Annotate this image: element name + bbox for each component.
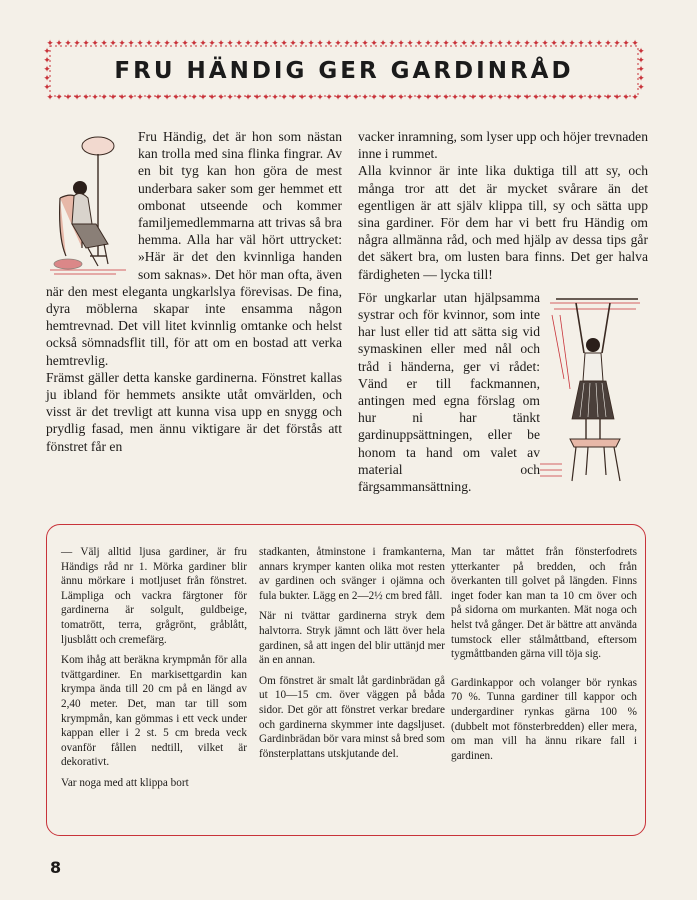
intro-paragraph: Fru Händig, det är hon som nästan kan trolla med sina flinka fingrar. Av en bit tyg kan hon göra de mest underbara saker som ger hemmet ett ombonat utseende och kommer familjemedlemmarna att trivas så bra hemma. Alla har väl hört uttrycket: »Här är det den kvinnliga handen som saknas». Det hör man ofta, även när den mest eleganta ungkarlslya förevisas. De fina, dyra möblerna skapar inte ensamma någon hemtrevnad. Det vill litet kvinnlig omtanke och helst också sömnadsflit till, för att om en bostad att verka hemtrevlig. — [46, 129, 342, 368]
border-star-icon: ✦ — [424, 93, 432, 103]
intro-paragraph: vacker inramning, som lyser upp och höjer trevnaden inne i rummet. — [358, 129, 648, 162]
border-star-icon: ✦ — [523, 93, 531, 103]
border-star-icon: ✦ — [46, 39, 54, 49]
border-star-icon: ✦ — [586, 39, 594, 49]
border-star-icon: ✦ — [352, 39, 360, 49]
border-star-icon: ✦ — [298, 39, 306, 49]
border-star-icon: ✦ — [370, 93, 378, 103]
border-star-icon: ✦ — [43, 56, 51, 66]
border-star-icon: ✦ — [637, 56, 645, 66]
border-star-icon: ✦ — [397, 93, 405, 103]
border-star-icon: ✦ — [433, 93, 441, 103]
border-star-icon: ✦ — [451, 39, 459, 49]
border-star-icon: ✦ — [622, 93, 630, 103]
border-star-icon: ✦ — [469, 39, 477, 49]
border-star-icon: ✦ — [289, 39, 297, 49]
border-star-icon: ✦ — [505, 93, 513, 103]
border-star-icon: ✦ — [226, 93, 234, 103]
border-star-icon: ✦ — [145, 93, 153, 103]
border-star-icon: ✦ — [541, 93, 549, 103]
border-star-icon: ✦ — [154, 93, 162, 103]
border-star-icon: ✦ — [172, 39, 180, 49]
border-star-icon: ✦ — [190, 93, 198, 103]
border-star-icon: ✦ — [637, 47, 645, 57]
border-star-icon: ✦ — [43, 47, 51, 57]
border-star-icon: ✦ — [388, 93, 396, 103]
border-star-icon: ✦ — [631, 39, 639, 49]
border-star-icon: ✦ — [316, 39, 324, 49]
border-star-icon: ✦ — [163, 93, 171, 103]
border-star-icon: ✦ — [523, 39, 531, 49]
border-star-icon: ✦ — [451, 93, 459, 103]
border-star-icon: ✦ — [361, 39, 369, 49]
border-star-icon: ✦ — [559, 39, 567, 49]
border-star-icon: ✦ — [550, 93, 558, 103]
border-star-icon: ✦ — [109, 93, 117, 103]
tip-paragraph: Kom ihåg att beräkna krympmån för alla tvättgardiner. En markisettgardin kan krympa ända till 20 cm på en längd av 2,40 meter. Det, man tar till som krympmån, kan gömmas i ett veck under kappan eller i 2 st. 5 cm breda veck ovanför fållen nedtill, vilket är dekorativt. — [61, 654, 247, 769]
border-star-icon: ✦ — [442, 39, 450, 49]
border-star-icon: ✦ — [307, 39, 315, 49]
border-star-icon: ✦ — [379, 93, 387, 103]
border-star-icon: ✦ — [136, 93, 144, 103]
intro-column-left — [46, 128, 342, 455]
border-star-icon: ✦ — [64, 39, 72, 49]
border-star-icon: ✦ — [514, 39, 522, 49]
border-star-icon: ✦ — [73, 39, 81, 49]
border-star-icon: ✦ — [460, 39, 468, 49]
border-star-icon: ✦ — [460, 93, 468, 103]
border-star-icon: ✦ — [469, 93, 477, 103]
border-star-icon: ✦ — [370, 39, 378, 49]
border-star-icon: ✦ — [181, 39, 189, 49]
page-number: 8 — [50, 858, 62, 877]
border-star-icon: ✦ — [406, 93, 414, 103]
tips-column-3 — [451, 545, 637, 763]
tip-paragraph: Om fönstret är smalt låt gardinbrädan gå ut 10—15 cm. över väggen på båda sidor. Det gör att fönstret verkar bredare och gardinerna skymmer inte dagsljuset. Gardinbrädan bör vara minst så bred som fönsterplattans utskjutande del. — [259, 674, 445, 760]
border-star-icon: ✦ — [568, 39, 576, 49]
tips-column-2 — [259, 545, 445, 761]
border-star-icon: ✦ — [199, 39, 207, 49]
border-star-icon: ✦ — [577, 93, 585, 103]
border-star-icon: ✦ — [100, 39, 108, 49]
border-star-icon: ✦ — [550, 39, 558, 49]
tip-paragraph: Man tar måttet från fönsterfodrets ytterkanter på bredden, och från överkanten till golvet på längden. Finns inget foder kan man ta 10 cm över och på sidorna om murkanten. Mät noga och helst två gånger. Det är bättre att använda tumstock eller stålmåttband, eftersom tygmåttbanden gärna vill töja sig. — [451, 546, 637, 661]
border-star-icon: ✦ — [361, 93, 369, 103]
tip-paragraph: — Välj alltid ljusa gardiner, är fru Händigs råd nr 1. Mörka gardiner blir ännu mörkare i motljuset från fönstret. Lämpliga och vackra färgtoner för gardinerna är solgult, guldbeige, tomatrött, terra, grågrönt, gråblått, ljusblått och cremefärg. — [61, 546, 247, 646]
border-star-icon: ✦ — [595, 93, 603, 103]
border-star-icon: ✦ — [217, 93, 225, 103]
border-star-icon: ✦ — [271, 93, 279, 103]
border-star-icon: ✦ — [262, 93, 270, 103]
border-star-icon: ✦ — [253, 93, 261, 103]
border-star-icon: ✦ — [586, 93, 594, 103]
border-star-icon: ✦ — [415, 93, 423, 103]
border-star-icon: ✦ — [637, 83, 645, 93]
border-star-icon: ✦ — [82, 93, 90, 103]
border-star-icon: ✦ — [208, 39, 216, 49]
border-star-icon: ✦ — [235, 93, 243, 103]
border-star-icon: ✦ — [532, 39, 540, 49]
border-star-icon: ✦ — [307, 93, 315, 103]
border-star-icon: ✦ — [208, 93, 216, 103]
border-star-icon: ✦ — [55, 93, 63, 103]
border-star-icon: ✦ — [262, 39, 270, 49]
border-star-icon: ✦ — [226, 39, 234, 49]
title-frame — [44, 40, 644, 102]
border-star-icon: ✦ — [631, 93, 639, 103]
border-star-icon: ✦ — [289, 93, 297, 103]
border-star-icon: ✦ — [496, 39, 504, 49]
border-star-icon: ✦ — [145, 39, 153, 49]
border-star-icon: ✦ — [154, 39, 162, 49]
border-star-icon: ✦ — [325, 39, 333, 49]
border-star-icon: ✦ — [55, 39, 63, 49]
border-star-icon: ✦ — [433, 39, 441, 49]
border-star-icon: ✦ — [181, 93, 189, 103]
border-star-icon: ✦ — [388, 39, 396, 49]
border-star-icon: ✦ — [424, 39, 432, 49]
border-star-icon: ✦ — [244, 93, 252, 103]
border-star-icon: ✦ — [595, 39, 603, 49]
border-star-icon: ✦ — [442, 93, 450, 103]
border-star-icon: ✦ — [172, 93, 180, 103]
border-star-icon: ✦ — [343, 93, 351, 103]
intro-paragraph: Främst gäller detta kanske gardinerna. Fönstret kallas ju ibland för hemmets ansikte utåt omvärlden, och visst är det trevligt att kunna visa upp en snygg och prydlig fasad, men ännu viktigare är det förstås att fönstret får en — [46, 369, 342, 454]
border-star-icon: ✦ — [199, 93, 207, 103]
tips-box — [46, 524, 646, 836]
border-star-icon: ✦ — [244, 39, 252, 49]
border-star-icon: ✦ — [43, 65, 51, 75]
border-star-icon: ✦ — [406, 39, 414, 49]
border-star-icon: ✦ — [43, 74, 51, 84]
border-star-icon: ✦ — [514, 93, 522, 103]
intro-paragraph: Alla kvinnor är inte lika duktiga till att sy, och många tror att det är mycket svårare än det egentligen är att själv klippa till, sy och sätta upp sina gardiner. För dem har vi bett fru Händig om några allmänna råd, och med hjälp av dessa tips går det säkert bra, om lusten bara finns. Det ger halva färdigheten — lycka till! — [358, 163, 648, 282]
border-star-icon: ✦ — [127, 93, 135, 103]
border-star-icon: ✦ — [604, 39, 612, 49]
border-star-icon: ✦ — [316, 93, 324, 103]
woman-hanging-curtains-icon — [540, 289, 648, 484]
border-star-icon: ✦ — [343, 39, 351, 49]
border-star-icon: ✦ — [352, 93, 360, 103]
border-star-icon: ✦ — [280, 93, 288, 103]
border-star-icon: ✦ — [334, 93, 342, 103]
border-star-icon: ✦ — [235, 39, 243, 49]
intro-paragraph: För ungkarlar utan hjälpsamma systrar och för kvinnor, som inte har lust eller tid att sätta sig vid symaskinen eller med nål och tråd i händerna, ger vi rådet: Vänd er till fackmannen, antingen med egna förslag om hur ni har tänkt gardinuppsättningen, eller be honom ta hand om valet av material och färgsammansättning. — [358, 289, 540, 495]
tip-paragraph: När ni tvättar gardinerna stryk dem halvtorra. Stryk jämnt och lätt över hela gardinen, så att ingen del blir uttänjd mer än en annan. — [259, 610, 445, 667]
border-star-icon: ✦ — [91, 93, 99, 103]
border-star-icon: ✦ — [478, 39, 486, 49]
border-star-icon: ✦ — [613, 39, 621, 49]
border-star-icon: ✦ — [253, 39, 261, 49]
border-star-icon: ✦ — [505, 39, 513, 49]
border-star-icon: ✦ — [496, 93, 504, 103]
border-star-icon: ✦ — [487, 93, 495, 103]
tip-paragraph: Var noga med att klippa bort — [61, 776, 189, 789]
border-star-icon: ✦ — [604, 93, 612, 103]
intro-column-right — [358, 128, 648, 495]
border-star-icon: ✦ — [397, 39, 405, 49]
border-star-icon: ✦ — [100, 93, 108, 103]
illustration-woman-hanging-curtains — [540, 289, 648, 484]
illustration-woman-sewing — [46, 128, 138, 268]
border-star-icon: ✦ — [478, 93, 486, 103]
border-star-icon: ✦ — [637, 65, 645, 75]
border-star-icon: ✦ — [64, 93, 72, 103]
border-star-icon: ✦ — [415, 39, 423, 49]
border-star-icon: ✦ — [73, 93, 81, 103]
border-star-icon: ✦ — [217, 39, 225, 49]
border-star-icon: ✦ — [541, 39, 549, 49]
border-star-icon: ✦ — [91, 39, 99, 49]
border-star-icon: ✦ — [190, 39, 198, 49]
border-star-icon: ✦ — [637, 74, 645, 84]
tips-column-1 — [61, 545, 247, 791]
border-star-icon: ✦ — [46, 93, 54, 103]
border-star-icon: ✦ — [109, 39, 117, 49]
border-star-icon: ✦ — [487, 39, 495, 49]
border-star-icon: ✦ — [82, 39, 90, 49]
border-star-icon: ✦ — [298, 93, 306, 103]
border-star-icon: ✦ — [334, 39, 342, 49]
border-star-icon: ✦ — [163, 39, 171, 49]
border-star-icon: ✦ — [568, 93, 576, 103]
border-star-icon: ✦ — [136, 39, 144, 49]
border-star-icon: ✦ — [532, 93, 540, 103]
border-star-icon: ✦ — [622, 39, 630, 49]
border-star-icon: ✦ — [613, 93, 621, 103]
woman-sewing-icon — [46, 128, 138, 276]
border-star-icon: ✦ — [127, 39, 135, 49]
tip-paragraph: Gardinkappor och volanger bör rynkas 70 %. Tunna gardiner till kappor och undergardiner rynkas gärna 100 % (dubbelt mot fönsterbredden) eller mera, om man vill ha ännu rikare fall i gardinen. — [451, 676, 637, 762]
page-title: FRU HÄNDIG GER GARDINRÅD — [114, 58, 574, 84]
tip-paragraph: stadkanten, åtminstone i framkanterna, annars krymper kanten olika mot resten av gardinen och svänger i ojämna och fula bukter. Lägg en 2—2½ cm bred fåll. — [259, 546, 445, 602]
border-star-icon: ✦ — [118, 93, 126, 103]
border-star-icon: ✦ — [559, 93, 567, 103]
border-star-icon: ✦ — [118, 39, 126, 49]
border-star-icon: ✦ — [271, 39, 279, 49]
border-star-icon: ✦ — [577, 39, 585, 49]
border-star-icon: ✦ — [379, 39, 387, 49]
border-star-icon: ✦ — [43, 83, 51, 93]
border-star-icon: ✦ — [280, 39, 288, 49]
border-star-icon: ✦ — [325, 93, 333, 103]
